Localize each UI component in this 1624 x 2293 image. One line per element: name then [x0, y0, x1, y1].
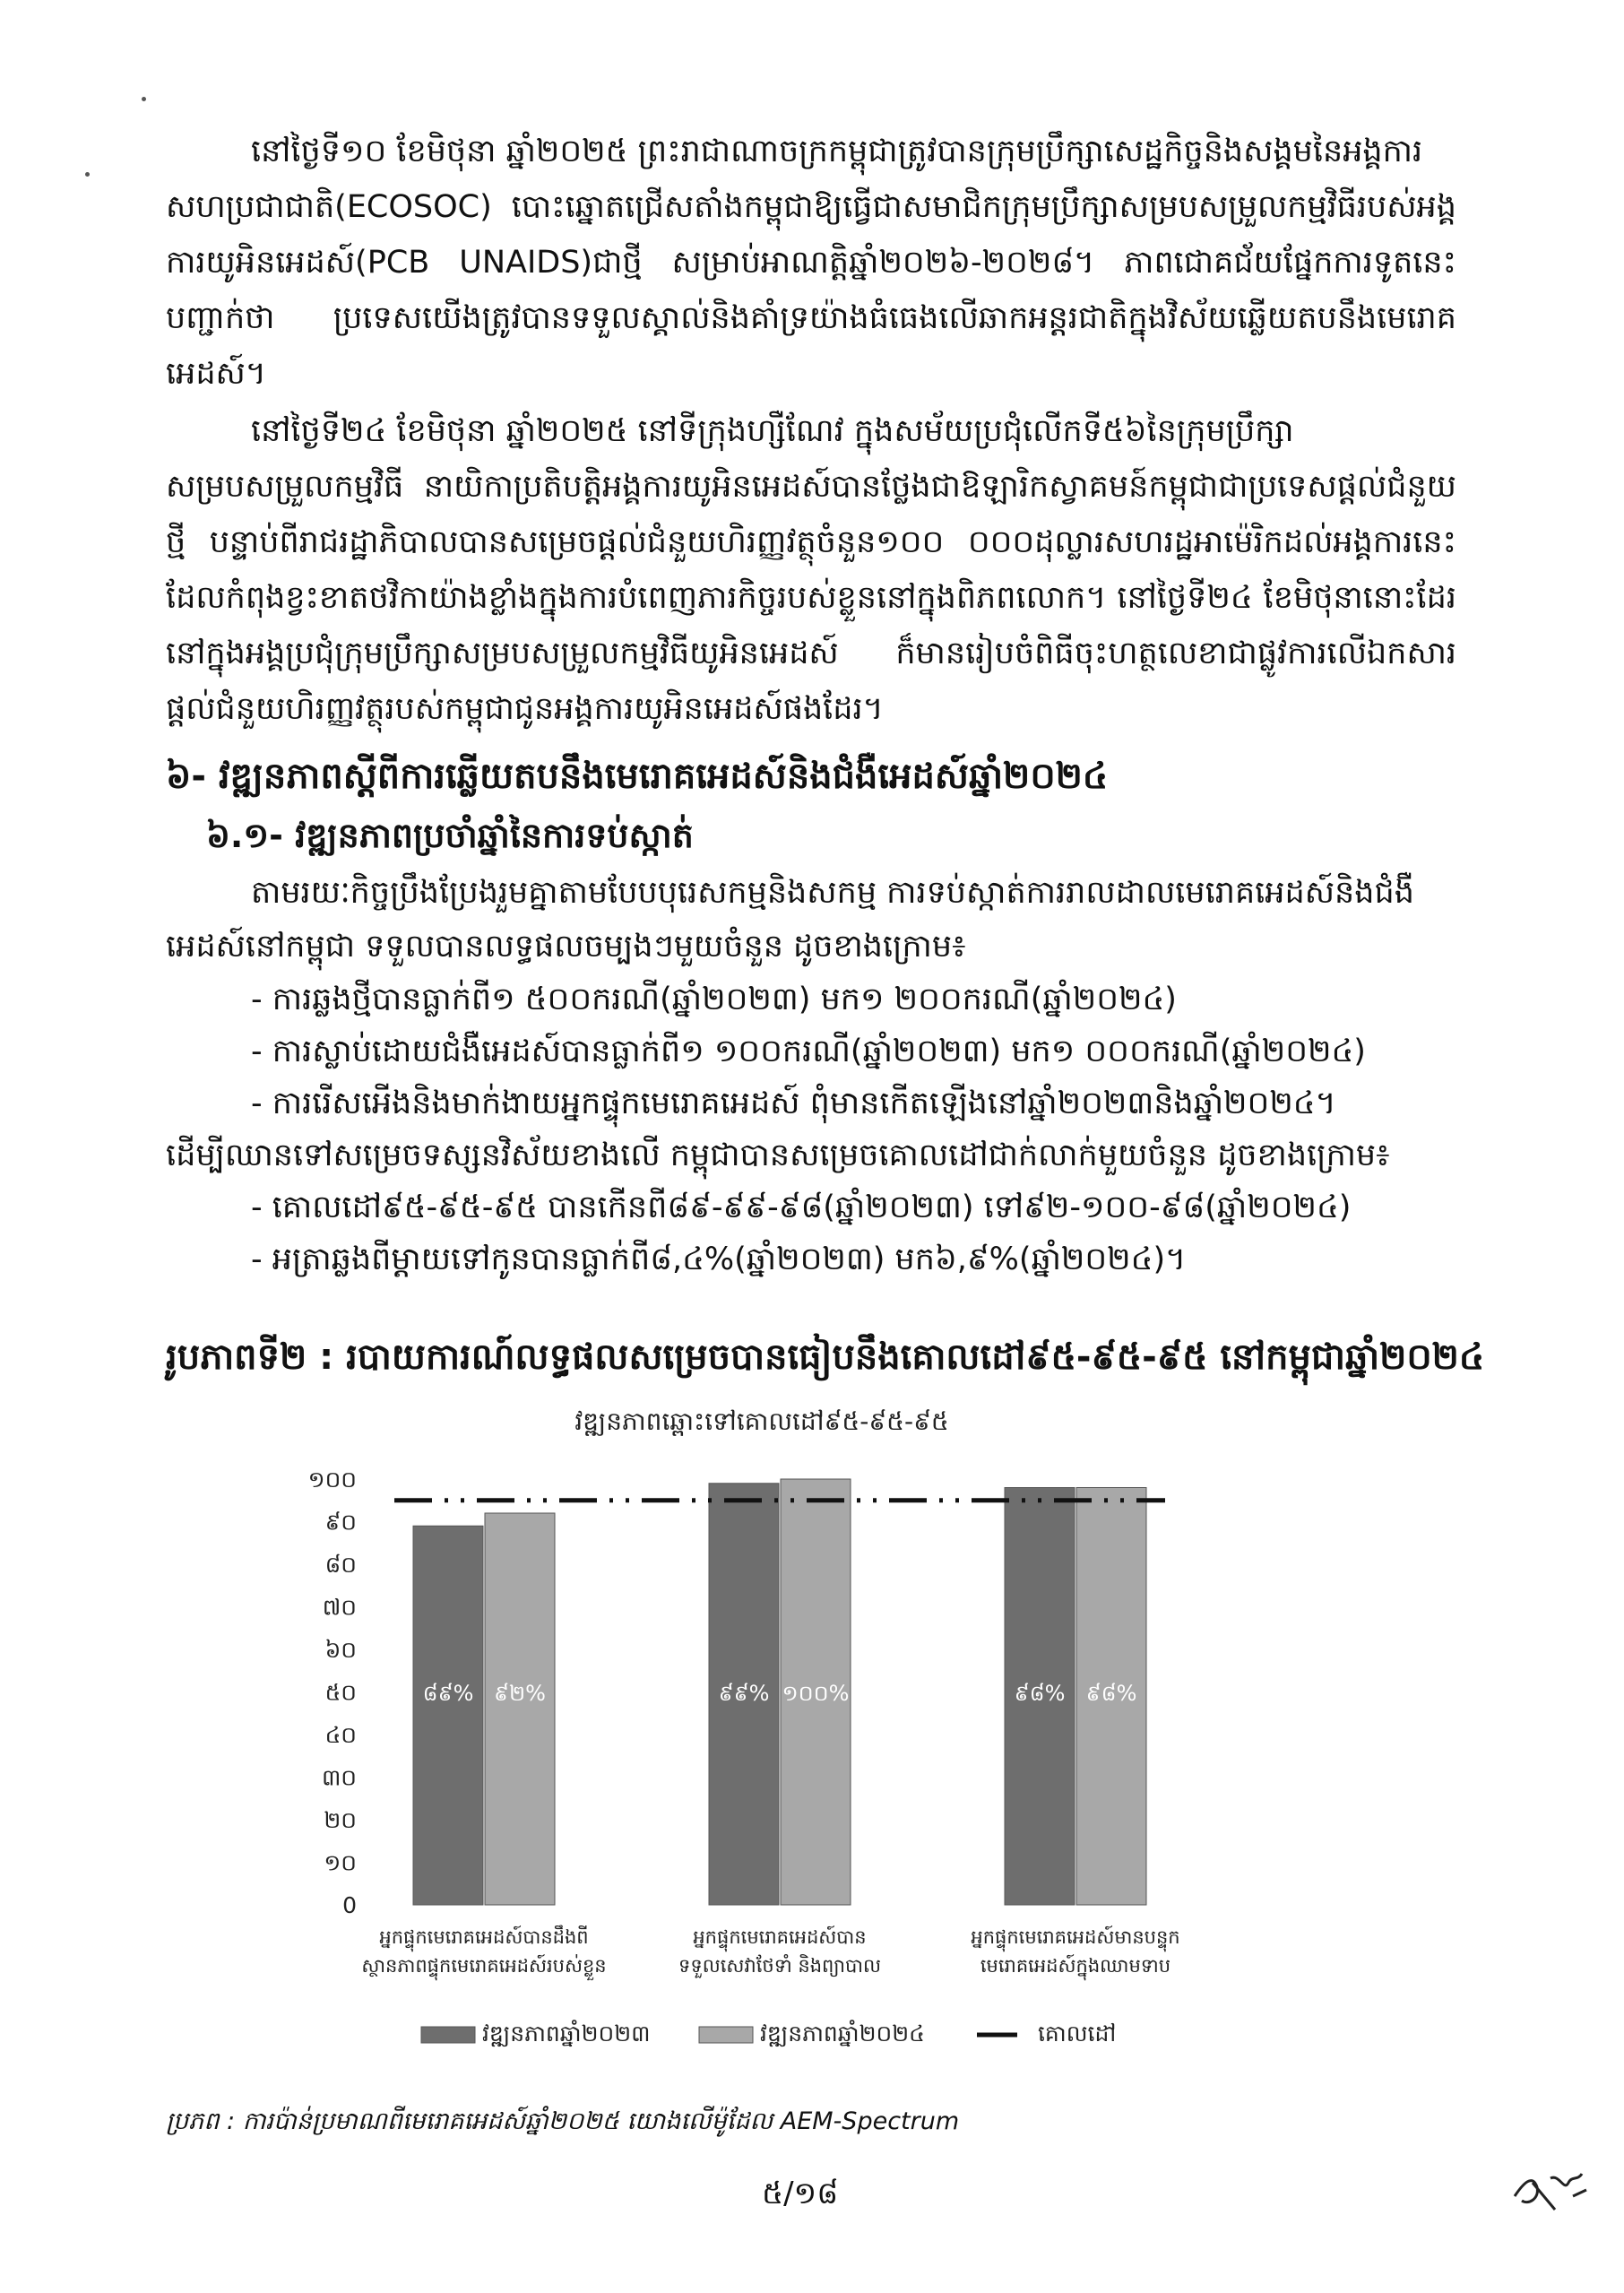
list-item: - អត្រាឆ្លងពីម្តាយទៅកូនបានធ្លាក់ពី៨,៤%(ឆ្នាំ២០២៣) មក៦,៩%(ឆ្នាំ២០២៤)។ [251, 1242, 1187, 1277]
bar [485, 1513, 555, 1905]
y-tick-label: ៤០ [324, 1722, 357, 1748]
y-tick-label: ១០០ [307, 1467, 357, 1493]
paragraph-first-line: នៅថ្ងៃទី២៤ ខែមិថុនា ឆ្នាំ២០២៥ នៅទីក្រុងហ្សឺណែវ ក្នុងសម័យប្រជុំលើកទី៥៦នៃក្រុមប្រឹក្សា [251, 413, 1294, 449]
y-tick-label: ៣០ [321, 1764, 357, 1791]
intro-paragraph [166, 866, 1456, 973]
progress-bar-chart [269, 1398, 1255, 2098]
scan-speck [142, 97, 146, 101]
y-tick-label: ៨០ [324, 1552, 357, 1578]
legend-swatch [421, 2027, 475, 2043]
paragraph-ecosoc [166, 124, 1456, 402]
chart-svg [269, 1398, 1255, 2098]
intro-rest: អេដស៍នៅកម្ពុជា ទទួលបានលទ្ធផលចម្បងៗមួយចំនួន ដូចខាងក្រោម៖ [166, 929, 966, 965]
goal-line: ដើម្បីឈានទៅសម្រេចទស្សនវិស័យខាងលើ កម្ពុជាបានសម្រេចគោលដៅជាក់លាក់មួយចំនួន ដូចខាងក្រោម៖ [166, 1138, 1390, 1173]
bar-data-label: ១០០% [782, 1681, 850, 1706]
bar-data-label: ៩៨% [1085, 1681, 1137, 1706]
y-tick-label: ៧០ [322, 1594, 357, 1621]
bar-data-label: ៩៩% [718, 1681, 770, 1706]
x-category-label: អ្នកផ្ទុកមេរោគអេដស៍បាន [693, 1926, 867, 1948]
list-item: - ការស្លាប់ដោយជំងឺអេដស៍បានធ្លាក់ពី១ ១០០ករណី(ឆ្នាំ២០២៣) មក១ ០០០ករណី(ឆ្នាំ២០២៤) [251, 1034, 1366, 1069]
bar-data-label: ៨៩% [422, 1681, 474, 1706]
paragraph-first-line: នៅថ្ងៃទី១០ ខែមិថុនា ឆ្នាំ២០២៥ ព្រះរាជាណាចក្រកម្ពុជាត្រូវបានក្រុមប្រឹក្សាសេដ្ឋកិច្ចនិងសង្គមនៃអង្គការ [251, 134, 1423, 169]
list-item: - គោលដៅ៩៥-៩៥-៩៥ បានកើនពី៨៩-៩៩-៩៨(ឆ្នាំ២០២៣) ទៅ៩២-១០០-៩៨(ឆ្នាំ២០២៤) [251, 1190, 1352, 1225]
scan-speck [85, 172, 90, 177]
legend-label: វឌ្ឍនភាពឆ្នាំ២០២៤ [760, 2020, 925, 2046]
list-item: - ការរើសអើងនិងមាក់ងាយអ្នកផ្ទុកមេរោគអេដស៍ ពុំមានកើតឡើងនៅឆ្នាំ២០២៣និងឆ្នាំ២០២៤។ [251, 1086, 1336, 1121]
y-tick-label: ២០ [324, 1807, 357, 1833]
legend-swatch [699, 2027, 753, 2043]
list-item: - ការឆ្លងថ្មីបានធ្លាក់ពី១ ៥០០ករណី(ឆ្នាំ២០២៣) មក១ ២០០ករណី(ឆ្នាំ២០២៤) [251, 982, 1177, 1017]
x-category-label: មេរោគអេដស៍ក្នុងឈាមទាប [980, 1955, 1171, 1977]
bar [413, 1526, 483, 1905]
y-tick-label: ៥០ [324, 1679, 357, 1706]
source-note: ប្រភព : ការប៉ាន់ប្រមាណពីមេរោគអេដស៍ឆ្នាំ២០២៥ យោងលើម៉ូដែល AEM-Spectrum [166, 2107, 960, 2135]
legend-label: វឌ្ឍនភាពឆ្នាំ២០២៣ [482, 2020, 651, 2046]
bar-data-label: ៩២% [494, 1681, 546, 1706]
intro-first-line: តាមរយៈកិច្ចប្រឹងប្រែងរួមគ្នាតាមបែបបុរេសកម្មនិងសកម្ម ការទប់ស្កាត់ការរាលដាលមេរោគអេដស៍និងជំងឺ [251, 875, 1414, 911]
section-heading: ៦- វឌ្ឍនភាពស្តីពីការឆ្លើយតបនឹងមេរោគអេដស៍និងជំងឺអេដស៍ឆ្នាំ២០២៤ [166, 756, 1109, 797]
chart-title: វឌ្ឍនភាពឆ្ពោះទៅគោលដៅ៩៥-៩៥-៩៥ [574, 1406, 949, 1436]
page-number: ៥/១៨ [762, 2176, 839, 2211]
paragraph-body: សហប្រជាជាតិ(ECOSOC) បោះឆ្នោតជ្រើសតាំងកម្ពុជាឱ្យធ្វើជាសមាជិកក្រុមប្រឹក្សាសម្របសម្រួលកម្មវិធីរបស់អង្គការយូអិនអេដស៍(PCB UNAIDS)ជាថ្មី សម្រាប់អាណត្តិឆ្នាំ២០២៦-២០២៨។ ភាពជោគជ័យផ្នែកការទូតនេះបញ្ជាក់ថា ប្រទេសយើងត្រូវបានទទួលស្គាល់និងគាំទ្រយ៉ាងធំធេងលើឆាកអន្តរជាតិក្នុងវិស័យឆ្លើយតបនឹងមេរោគអេដស៍។ [166, 189, 1456, 392]
results-list [251, 973, 1366, 1129]
x-category-label: អ្នកផ្ទុកមេរោគអេដស៍មានបន្ទុក [971, 1926, 1180, 1948]
signature-icon [1506, 2156, 1595, 2219]
figure-title: រូបភាពទី២ : របាយការណ៍លទ្ធផលសម្រេចបានធៀបនឹងគោលដៅ៩៥-៩៥-៩៥ នៅកម្ពុជាឆ្នាំ២០២៤ [166, 1337, 1485, 1378]
paragraph-geneva [166, 403, 1456, 737]
x-category-label: អ្នកផ្ទុកមេរោគអេដស៍បានដឹងពី [379, 1926, 589, 1948]
y-tick-label: ៦០ [324, 1637, 357, 1663]
legend-label: គោលដៅ [1038, 2020, 1117, 2046]
subsection-heading: ៦.១- វឌ្ឍនភាពប្រចាំឆ្នាំនៃការទប់ស្កាត់ [206, 816, 694, 855]
y-tick-label: ៩០ [324, 1509, 357, 1536]
y-tick-label: ១០ [324, 1849, 357, 1876]
goals-list [251, 1181, 1351, 1285]
x-category-label: ស្ថានភាពផ្ទុកមេរោគអេដស៍របស់ខ្លួន [361, 1955, 607, 1977]
paragraph-body: សម្របសម្រួលកម្មវិធី នាយិកាប្រតិបត្តិអង្គការយូអិនអេដស៍បានថ្លែងជាឱឡារិកស្វាគមន៍កម្ពុជាជាប្រទេសផ្តល់ជំនួយថ្មី បន្ទាប់ពីរាជរដ្ឋាភិបាលបានសម្រេចផ្តល់ជំនួយហិរញ្ញវត្ថុចំនួន១០០ ០០០ដុល្លារសហរដ្ឋអាម៉េរិកដល់អង្គការនេះ ដែលកំពុងខ្វះខាតថវិកាយ៉ាងខ្លាំងក្នុងការបំពេញភារកិច្ចរបស់ខ្លួននៅក្នុងពិភពលោក។ នៅថ្ងៃទី២៤ ខែមិថុនានោះដែរ នៅក្នុងអង្គប្រជុំក្រុមប្រឹក្សាសម្របសម្រួលកម្មវិធីយូអិនអេដស៍ ក៏មានរៀបចំពិធីចុះហត្ថលេខាជាផ្លូវការលើឯកសារផ្តល់ជំនួយហិរញ្ញវត្ថុរបស់កម្ពុជាជូនអង្គការយូអិនអេដស៍ផងដែរ។ [166, 469, 1456, 727]
y-tick-label: 0 [342, 1892, 357, 1918]
x-category-label: ទទួលសេវាថែទាំ និងព្យាបាល [678, 1955, 881, 1977]
bar-data-label: ៩៨% [1014, 1681, 1066, 1706]
